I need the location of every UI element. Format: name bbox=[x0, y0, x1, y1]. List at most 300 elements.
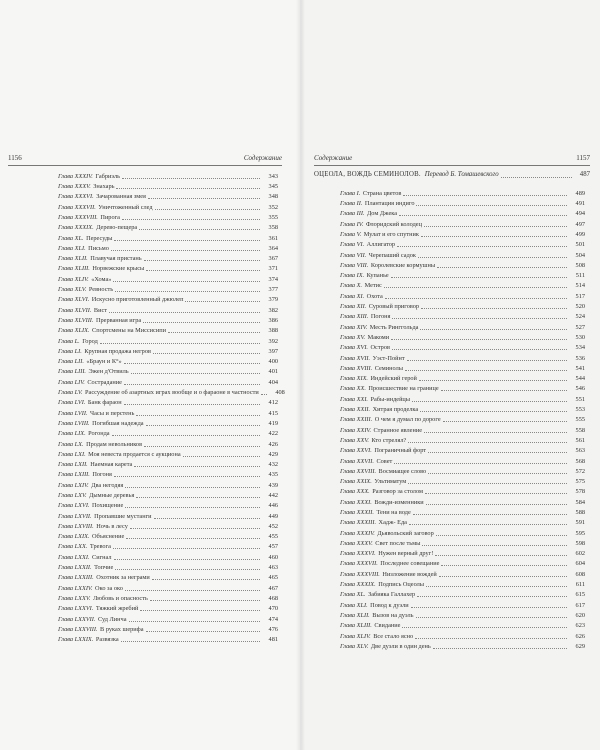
toc-entry bbox=[340, 465, 585, 475]
toc-entry bbox=[340, 341, 585, 351]
chapter-title: Низложение вождей bbox=[382, 570, 437, 578]
chapter-number: Глава XXV. bbox=[340, 436, 369, 444]
chapter-number: Глава LXXI. bbox=[58, 553, 90, 561]
dot-leader bbox=[116, 188, 260, 189]
chapter-number: Глава LXI. bbox=[58, 450, 86, 458]
chapter-number: Глава II. bbox=[340, 200, 363, 208]
dot-leader bbox=[413, 514, 567, 515]
chapter-page-number: 536 bbox=[575, 354, 585, 362]
chapter-page-number: 442 bbox=[268, 492, 278, 499]
chapter-page-number: 348 bbox=[268, 193, 278, 201]
chapter-title: Индейский герой bbox=[370, 375, 417, 383]
chapter-title: Странное явление bbox=[373, 426, 423, 434]
chapter-title: Наемная карета bbox=[90, 461, 133, 469]
toc-entry bbox=[340, 269, 585, 279]
chapter-number: Глава XLII. bbox=[340, 611, 370, 619]
toc-entry bbox=[340, 455, 585, 465]
chapter-page-number: 595 bbox=[575, 529, 585, 537]
chapter-number: Глава LII. bbox=[58, 358, 84, 366]
chapter-page-number: 408 bbox=[275, 389, 285, 397]
toc-entry bbox=[58, 561, 278, 571]
chapter-title: Вызов на дуэль bbox=[372, 611, 414, 619]
chapter-page-number: 620 bbox=[575, 611, 585, 619]
dot-leader bbox=[437, 267, 567, 268]
chapter-page-number: 598 bbox=[575, 539, 585, 547]
dot-leader bbox=[113, 281, 260, 282]
chapter-page-number: 568 bbox=[575, 457, 585, 465]
chapter-number: Глава LXVII. bbox=[58, 512, 92, 520]
chapter-number: Глава LXIV. bbox=[58, 481, 89, 489]
toc-entry bbox=[340, 393, 585, 403]
toc-list bbox=[340, 187, 585, 650]
chapter-number: Глава XLVIII. bbox=[58, 316, 94, 324]
chapter-page-number: 508 bbox=[575, 261, 585, 269]
chapter-page-number: 426 bbox=[268, 440, 278, 448]
chapter-number: Глава XX. bbox=[340, 385, 366, 393]
chapter-page-number: 494 bbox=[575, 210, 585, 218]
chapter-page-number: 511 bbox=[575, 272, 585, 280]
dot-leader bbox=[391, 277, 567, 278]
chapter-number: Глава XXVI. bbox=[340, 447, 372, 455]
chapter-page-number: 364 bbox=[268, 244, 278, 252]
dot-leader bbox=[146, 425, 260, 426]
chapter-title: Забияка Галлахер bbox=[368, 591, 416, 599]
chapter-title: Искусно приготовленный джюлеп bbox=[91, 296, 184, 304]
chapter-page-number: 527 bbox=[575, 323, 585, 331]
chapter-page-number: 470 bbox=[268, 605, 278, 613]
chapter-title: Письмо bbox=[88, 244, 109, 252]
chapter-title: Норвежские крысы bbox=[92, 265, 145, 273]
chapter-number: Глава XLI. bbox=[340, 601, 368, 609]
chapter-number: Глава VIII. bbox=[340, 261, 369, 269]
chapter-number: Глава XXIX. bbox=[340, 478, 372, 486]
chapter-number: Глава XLVII. bbox=[58, 306, 92, 314]
toc-entry bbox=[58, 479, 278, 489]
chapter-title: Восмиащее слово bbox=[378, 467, 427, 475]
chapter-page-number: 541 bbox=[575, 364, 585, 372]
chapter-page-number: 575 bbox=[575, 478, 585, 486]
dot-leader bbox=[112, 435, 260, 436]
dot-leader bbox=[416, 205, 567, 206]
toc-entry bbox=[340, 424, 585, 434]
dot-leader bbox=[153, 353, 260, 354]
dot-leader bbox=[125, 590, 260, 591]
toc-entry bbox=[340, 589, 585, 599]
toc-entry bbox=[340, 414, 585, 424]
toc-entry bbox=[58, 602, 278, 612]
chapter-title: Погоня bbox=[370, 313, 391, 321]
chapter-page-number: 404 bbox=[268, 378, 278, 386]
toc-entry bbox=[58, 417, 278, 427]
chapter-title: Моя невеста продается с аукциона bbox=[88, 450, 181, 458]
dot-leader bbox=[384, 287, 567, 288]
chapter-page-number: 501 bbox=[575, 241, 585, 249]
chapter-number: Глава XXXV. bbox=[340, 539, 373, 547]
chapter-title: Уэст-Пойнт bbox=[372, 354, 405, 362]
page-number: 1157 bbox=[576, 154, 590, 162]
toc-entry bbox=[58, 335, 278, 345]
dot-leader bbox=[121, 641, 260, 642]
chapter-page-number: 604 bbox=[575, 560, 585, 568]
toc-entry bbox=[340, 197, 585, 207]
toc-entry bbox=[58, 232, 278, 242]
toc-entry bbox=[340, 290, 585, 300]
chapter-title: Страна цветов bbox=[362, 189, 402, 197]
chapter-number: Глава XVIII. bbox=[340, 364, 373, 372]
chapter-title: Совет bbox=[376, 457, 393, 465]
chapter-page-number: 504 bbox=[575, 251, 585, 259]
toc-entry bbox=[340, 259, 585, 269]
chapter-title: Сигнал bbox=[92, 553, 112, 561]
chapter-title: Все стало ясно bbox=[373, 632, 414, 640]
chapter-title: Пирога bbox=[100, 213, 120, 221]
dot-leader bbox=[415, 638, 567, 639]
chapter-number: Глава LXVIII. bbox=[58, 522, 94, 530]
toc-entry bbox=[58, 551, 278, 561]
chapter-page-number: 379 bbox=[268, 296, 278, 304]
chapter-title: Две дуэли в один день bbox=[370, 642, 431, 650]
dot-leader bbox=[152, 579, 260, 580]
chapter-title: Мулат и его спутник bbox=[363, 230, 419, 238]
chapter-page-number: 611 bbox=[575, 581, 585, 589]
toc-entry bbox=[58, 191, 278, 201]
dot-leader bbox=[125, 487, 260, 488]
dot-leader bbox=[443, 421, 567, 422]
dot-leader bbox=[154, 518, 260, 519]
dot-leader bbox=[115, 291, 260, 292]
chapter-page-number: 412 bbox=[268, 399, 278, 407]
dot-leader bbox=[420, 329, 567, 330]
chapter-page-number: 602 bbox=[575, 550, 585, 558]
toc-entry bbox=[58, 252, 278, 262]
chapter-title: Макоми bbox=[367, 333, 390, 341]
chapter-title: Семинолы bbox=[374, 364, 403, 372]
chapter-page-number: 491 bbox=[575, 200, 585, 208]
chapter-title: Разговор за столом bbox=[372, 488, 423, 496]
chapter-number: Глава V. bbox=[340, 230, 362, 238]
chapter-number: Глава XIII. bbox=[340, 313, 369, 321]
chapter-title: Эжен д'Отвиль bbox=[88, 368, 129, 376]
chapter-title: Плавучая пристань bbox=[90, 255, 142, 263]
chapter-title: Плантация индиго bbox=[364, 200, 415, 208]
chapter-number: Глава LXXIV. bbox=[58, 584, 93, 592]
toc-entry bbox=[340, 609, 585, 619]
chapter-number: Глава XXXVII. bbox=[58, 203, 96, 211]
dot-leader bbox=[130, 528, 260, 529]
chapter-title: Око за око bbox=[95, 584, 123, 592]
chapter-number: Глава LXIII. bbox=[58, 471, 90, 479]
chapter-number: Глава LXVI. bbox=[58, 502, 90, 510]
dot-leader bbox=[435, 555, 567, 556]
chapter-title: Пропавшие мустанги bbox=[94, 512, 152, 520]
dot-leader bbox=[134, 466, 260, 467]
chapter-title: Габриэль bbox=[95, 172, 120, 180]
toc-entry bbox=[340, 630, 585, 640]
chapter-title: Ультиматум bbox=[374, 478, 407, 486]
chapter-page-number: 455 bbox=[268, 533, 278, 541]
chapter-page-number: 481 bbox=[268, 636, 278, 644]
dot-leader bbox=[185, 301, 260, 302]
chapter-page-number: 623 bbox=[575, 622, 585, 630]
chapter-page-number: 591 bbox=[575, 519, 585, 527]
chapter-number: Глава XLIV. bbox=[340, 632, 371, 640]
chapter-title: Рогонда bbox=[88, 430, 110, 438]
work-title: ОЦЕОЛА, ВОЖДЬ СЕМИНОЛОВ. bbox=[314, 171, 421, 178]
toc-entry bbox=[340, 187, 585, 197]
dot-leader bbox=[436, 535, 567, 536]
toc-entry bbox=[58, 283, 278, 293]
chapter-title: Последнее совещание bbox=[380, 560, 440, 568]
dot-leader bbox=[129, 621, 261, 622]
chapter-page-number: 524 bbox=[575, 313, 585, 321]
dot-leader bbox=[441, 390, 567, 391]
chapter-number: Глава LXXVI. bbox=[58, 605, 94, 613]
dot-leader bbox=[114, 240, 260, 241]
chapter-number: Глава VII. bbox=[340, 251, 367, 259]
dot-leader bbox=[146, 270, 260, 271]
chapter-page-number: 499 bbox=[575, 230, 585, 238]
chapter-page-number: 474 bbox=[268, 615, 278, 623]
toc-entry bbox=[58, 500, 278, 510]
chapter-number: Глава XXVIII. bbox=[340, 467, 377, 475]
dot-leader bbox=[148, 198, 260, 199]
dot-leader bbox=[143, 322, 260, 323]
chapter-number: Глава LXXIX. bbox=[58, 636, 94, 644]
toc-entry bbox=[58, 520, 278, 530]
chapter-title: Вист bbox=[93, 306, 107, 314]
toc-entry bbox=[58, 530, 278, 540]
chapter-title: Погибшая надежда bbox=[92, 419, 144, 427]
dot-leader bbox=[439, 576, 567, 577]
dot-leader bbox=[421, 236, 567, 237]
dot-leader bbox=[405, 370, 567, 371]
dot-leader bbox=[424, 226, 567, 227]
chapter-title: Охота bbox=[366, 292, 383, 300]
dot-leader bbox=[124, 404, 260, 405]
toc-entry bbox=[340, 619, 585, 629]
dot-leader bbox=[399, 215, 567, 216]
dot-leader bbox=[111, 250, 260, 251]
toc-entry bbox=[340, 280, 585, 290]
chapter-page-number: 497 bbox=[575, 220, 585, 228]
chapter-number: Глава XXVII. bbox=[340, 457, 374, 465]
chapter-number: Глава XXXIX. bbox=[340, 581, 376, 589]
chapter-page-number: 377 bbox=[268, 286, 278, 294]
dot-leader bbox=[115, 569, 260, 570]
chapter-number: Глава IV. bbox=[340, 220, 364, 228]
chapter-number: Глава LVIII. bbox=[58, 419, 90, 427]
left-page-header bbox=[8, 153, 282, 166]
toc-entry bbox=[58, 263, 278, 273]
toc-entry bbox=[58, 170, 278, 180]
toc-entry bbox=[58, 541, 278, 551]
toc-entry bbox=[340, 517, 585, 527]
chapter-number: Глава XXI. bbox=[340, 395, 368, 403]
chapter-title: Зачарованная змея bbox=[96, 193, 146, 201]
dot-leader bbox=[441, 565, 567, 566]
dot-leader bbox=[125, 507, 260, 508]
chapter-page-number: 553 bbox=[575, 406, 585, 414]
chapter-title: Два негодяя bbox=[91, 481, 124, 489]
chapter-title: Вожди-изменники bbox=[374, 498, 424, 506]
chapter-page-number: 371 bbox=[268, 265, 278, 273]
chapter-title: Нужен верный друг! bbox=[378, 550, 434, 558]
toc-entry bbox=[58, 469, 278, 479]
chapter-number: Глава XIV. bbox=[340, 323, 368, 331]
chapter-number: Глава LI. bbox=[58, 347, 82, 355]
toc-entry bbox=[58, 386, 285, 397]
chapter-number: Глава LX. bbox=[58, 440, 84, 448]
toc-entry bbox=[58, 366, 278, 376]
chapter-title: Пограничный форт bbox=[374, 447, 427, 455]
chapter-title: Рабы-индейцы bbox=[370, 395, 411, 403]
chapter-number: Глава XLIII. bbox=[58, 265, 90, 273]
chapter-page-number: 429 bbox=[268, 450, 278, 458]
toc-entry bbox=[340, 249, 585, 259]
chapter-title: Тяжкий жребий bbox=[95, 605, 139, 613]
chapter-page-number: 615 bbox=[575, 591, 585, 599]
chapter-page-number: 415 bbox=[268, 409, 278, 417]
chapter-number: Глава LXIX. bbox=[58, 533, 90, 541]
chapter-number: Глава XXXVII. bbox=[340, 560, 378, 568]
toc-entry bbox=[58, 397, 278, 407]
chapter-page-number: 355 bbox=[268, 213, 278, 221]
chapter-number: Глава XXIV. bbox=[340, 426, 372, 434]
chapter-title: Происшествие на границе bbox=[368, 385, 439, 393]
chapter-page-number: 400 bbox=[268, 358, 278, 366]
chapter-number: Глава LXV. bbox=[58, 492, 87, 499]
toc-entry bbox=[340, 331, 585, 341]
chapter-number: Глава XI. bbox=[340, 292, 365, 300]
toc-entry bbox=[58, 201, 278, 211]
chapter-number: Глава LXXVIII. bbox=[58, 625, 98, 633]
chapter-title: Флоридский колодец bbox=[365, 220, 422, 228]
chapter-number: Глава XLVI. bbox=[58, 296, 90, 304]
chapter-title: Знахарь bbox=[93, 183, 115, 191]
chapter-title: Дьявольский заговор bbox=[377, 529, 434, 537]
chapter-title: Дом Джека bbox=[367, 210, 397, 218]
dot-leader bbox=[126, 538, 260, 539]
dot-leader bbox=[433, 648, 567, 649]
chapter-title: «Хома» bbox=[91, 275, 112, 283]
toc-entry bbox=[58, 407, 278, 417]
toc-list bbox=[58, 170, 285, 644]
chapter-page-number: 558 bbox=[575, 426, 585, 434]
chapter-page-number: 374 bbox=[268, 275, 278, 283]
chapter-number: Глава XXXIX. bbox=[58, 224, 94, 232]
dot-leader bbox=[150, 600, 260, 601]
chapter-number: Глава XXXVI. bbox=[340, 550, 376, 558]
chapter-title: Подпись Оцеолы bbox=[378, 581, 425, 589]
chapter-page-number: 452 bbox=[268, 522, 278, 530]
toc-entry bbox=[58, 489, 278, 499]
chapter-page-number: 578 bbox=[575, 488, 585, 496]
chapter-title: Часы и перстень bbox=[90, 409, 135, 417]
dot-leader bbox=[392, 349, 567, 350]
toc-entry bbox=[340, 311, 585, 321]
chapter-number: Глава LVII. bbox=[58, 409, 88, 417]
dot-leader bbox=[144, 260, 260, 261]
toc-entry bbox=[340, 527, 585, 537]
chapter-number: Глава LXXV. bbox=[58, 594, 91, 602]
chapter-page-number: 439 bbox=[268, 481, 278, 489]
chapter-page-number: 584 bbox=[575, 498, 585, 506]
chapter-title: Крупная продажа негров bbox=[84, 347, 151, 355]
chapter-number: Глава XVII. bbox=[340, 354, 371, 362]
dot-leader bbox=[397, 246, 567, 247]
chapter-page-number: 534 bbox=[575, 344, 585, 352]
dot-leader bbox=[392, 318, 567, 319]
chapter-page-number: 520 bbox=[575, 303, 585, 311]
toc-entry bbox=[58, 294, 278, 304]
dot-leader bbox=[114, 476, 260, 477]
chapter-page-number: 563 bbox=[575, 447, 585, 455]
chapter-page-number: 514 bbox=[575, 282, 585, 290]
dot-leader bbox=[419, 380, 567, 381]
running-title: Содержание bbox=[243, 154, 282, 162]
toc-entry bbox=[58, 304, 278, 314]
chapter-page-number: 544 bbox=[575, 375, 585, 383]
chapter-title: Королевские кормушны bbox=[370, 261, 436, 269]
toc-entry bbox=[340, 362, 585, 372]
chapter-number: Глава X. bbox=[340, 282, 363, 290]
toc-entry bbox=[58, 355, 278, 365]
dot-leader bbox=[394, 463, 567, 464]
chapter-number: Глава XXXV. bbox=[58, 183, 91, 191]
chapter-number: Глава XXII. bbox=[340, 406, 371, 414]
chapter-page-number: 572 bbox=[575, 467, 585, 475]
chapter-title: Метис bbox=[364, 282, 382, 290]
dot-leader bbox=[426, 586, 567, 587]
chapter-number: Глава LIV. bbox=[58, 378, 85, 386]
running-title: Содержание bbox=[314, 154, 353, 162]
chapter-title: Продам невольников bbox=[86, 440, 143, 448]
dot-leader bbox=[416, 617, 567, 618]
dot-leader bbox=[408, 442, 567, 443]
chapter-title: Месть Ринггольда bbox=[369, 323, 419, 331]
dot-leader bbox=[425, 493, 567, 494]
chapter-title: Сострадание bbox=[87, 378, 122, 386]
chapter-page-number: 561 bbox=[575, 436, 585, 444]
toc-entry bbox=[340, 496, 585, 506]
toc-entry bbox=[340, 403, 585, 413]
chapter-title: Объяснение bbox=[92, 533, 125, 541]
dot-leader bbox=[391, 339, 567, 340]
chapter-title: Купанье bbox=[366, 272, 389, 280]
chapter-number: Глава XXXVIII. bbox=[58, 213, 98, 221]
chapter-number: Глава XLIII. bbox=[340, 622, 372, 630]
chapter-title: Хитрая проделка bbox=[372, 406, 419, 414]
chapter-page-number: 422 bbox=[268, 430, 278, 438]
dot-leader bbox=[420, 411, 567, 412]
chapter-title: Суд Линча bbox=[97, 615, 127, 623]
chapter-number: Глава XXXVI. bbox=[58, 193, 94, 201]
toc-entry bbox=[340, 475, 585, 485]
chapter-number: Глава LIII. bbox=[58, 368, 86, 376]
chapter-page-number: 457 bbox=[268, 543, 278, 551]
dot-leader bbox=[408, 483, 567, 484]
toc-entry bbox=[340, 537, 585, 547]
dot-leader bbox=[124, 384, 260, 385]
right-page-header bbox=[314, 153, 590, 166]
chapter-title: Дымные деревья bbox=[89, 492, 135, 499]
dot-leader bbox=[140, 610, 260, 611]
chapter-number: Глава VI. bbox=[340, 241, 365, 249]
dot-leader bbox=[421, 308, 567, 309]
dot-leader bbox=[428, 473, 567, 474]
chapter-title: Тени на воде bbox=[376, 509, 411, 516]
toc-entry bbox=[58, 427, 278, 437]
